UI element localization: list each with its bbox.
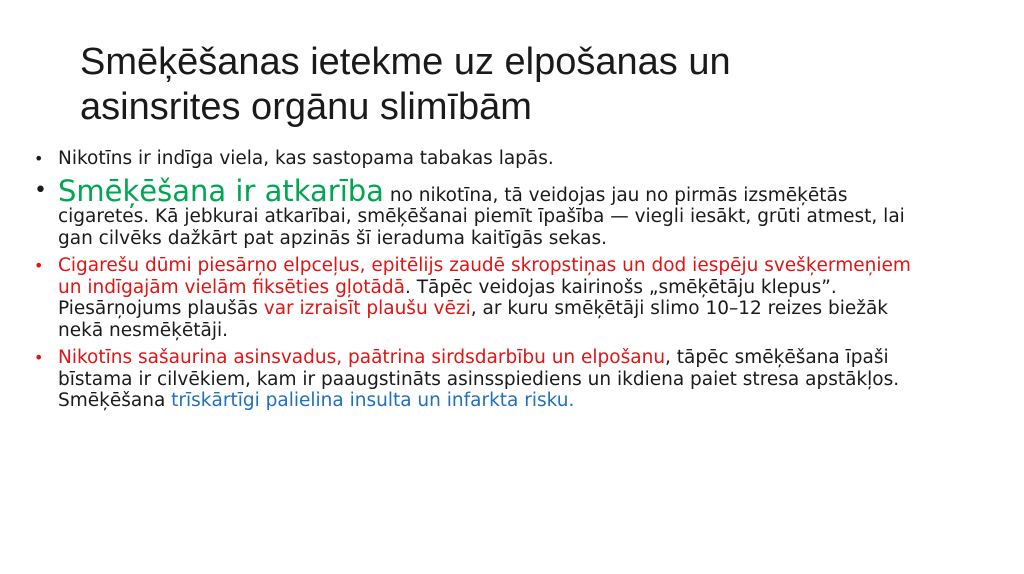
bullet-highlight-red: var izraisīt plaušu vēzi [263,298,471,319]
bullet-dot: • [34,256,44,275]
bullet-item-airways [34,255,934,341]
bullet-highlight-blue: trīskārtīgi palielina insulta un infarkta risku. [171,390,575,411]
bullet-highlight-green: Smēķēšana ir atkarība [58,173,384,208]
bullet-dot: • [34,348,44,367]
slide-title [80,40,960,130]
bullet-item-addiction [34,173,934,250]
bullet-dot: • [34,177,47,203]
bullet-highlight-red: Nikotīns sašaurina asinsvadus, paātrina sirdsdarbību un elpošanu [58,347,666,368]
title-line-2: asinsrites orgānu slimībām [80,86,532,128]
bullet-text: no nikotīna, tā veidojas jau no pirmās izsmēķētās cigaretes. Kā jebkurai atkarībai, smēķēšanai piemīt īpašība — viegli iesākt, grūti atmest, lai gan cilvēks dažkārt pat apzinās šī ieraduma kaitīgās sekas. [58,184,905,249]
bullet-text: . Tāpēc veidojas kairinošs „smēķētāju klepus”. Piesārņojums plaušās [58,276,837,319]
bullet-highlight-red: Cigarešu dūmi piesārņo elpceļus, epitēlijs zaudē skropstiņas un dod iespēju svešķermeņiem un indīgajām vielām fiksēties gļotādā [58,255,911,298]
bullet-item-blood-vessels [34,347,934,412]
title-line-1: Smēķēšanas ietekme uz elpošanas un [80,41,731,83]
bullet-text: , ar kuru smēķētāji slimo 10–12 reizes biežāk nekā nesmēķētāji. [58,298,889,341]
bullet-text: , tāpēc smēķēšana īpaši bīstama ir cilvēkiem, kam ir paaugstināts asinsspiediens un ikdiena paiet stresa apstākļos. Smēķēšana [58,347,900,411]
bullet-dot: • [34,149,44,168]
bullet-list [34,148,934,418]
bullet-item-nicotine-poison [34,148,934,170]
bullet-text: Nikotīns ir indīga viela, kas sastopama tabakas lapās. [58,148,554,169]
